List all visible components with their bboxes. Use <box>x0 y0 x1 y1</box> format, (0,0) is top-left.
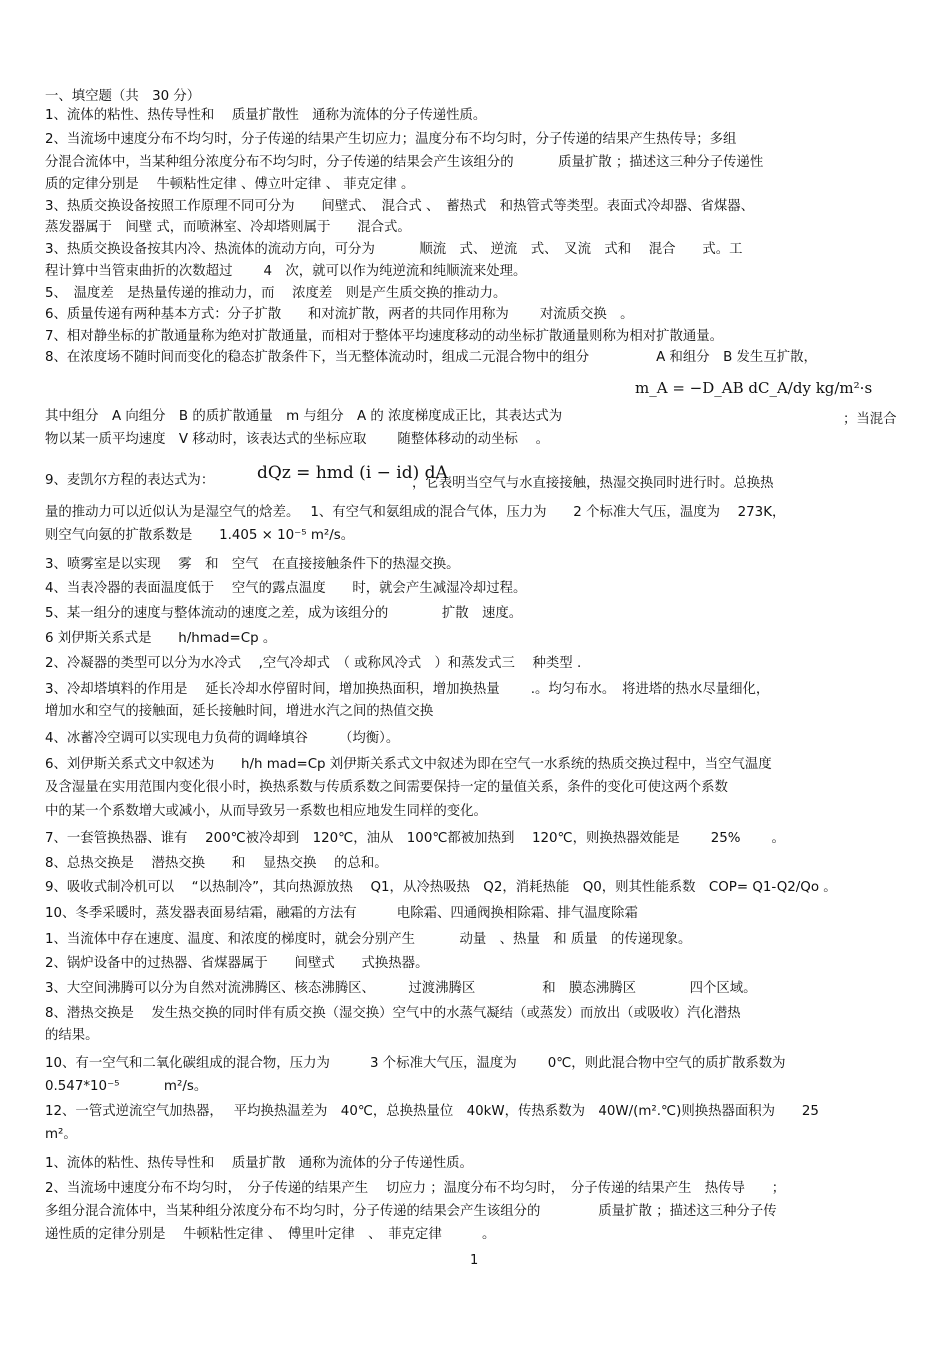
text-line: 5、某一组分的速度与整体流动的速度之差，成为该组分的 扩散 速度。 <box>45 606 523 621</box>
merkel-equation: dQz = hmd (i − id) dA <box>257 463 448 483</box>
text-line: 及含湿量在实用范围内变化很小时，换热系数与传质系数之间需要保持一定的量值关系，条件的变化可使这两个系数 <box>45 780 728 795</box>
text-line: 2、当流场中速度分布不均匀时，分子传递的结果产生切应力；温度分布不均匀时，分子传递的结果产生热传导；多组 <box>45 132 737 147</box>
text-line: 7、一套管换热器、谁有 200℃被冷却到 120℃，油从 100℃都被加热到 120℃，则换热器效能是 25% 。 <box>45 831 785 846</box>
text-line: 1、流体的粘性、热传导性和 质量扩散性 通称为流体的分子传递性质。 <box>45 108 487 123</box>
text-line: 量的推动力可以近似认为是湿空气的焓差。 1、有空气和氨组成的混合气体，压力为 2 个标准大气压，温度为 273K， <box>45 505 786 520</box>
page-number: 1 <box>470 1253 479 1268</box>
text-line: 6、刘伊斯关系式文中叙述为 h/h mad=Cp 刘伊斯关系式文中叙述为即在空气一水系统的热质交换过程中，当空气温度 <box>45 757 772 772</box>
text-line: 的结果。 <box>45 1028 99 1043</box>
text-line: 1、流体的粘性、热传导性和 质量扩散 通称为流体的分子传递性质。 <box>45 1156 473 1171</box>
text-line: 则空气向氨的扩散系数是 1.405 × 10⁻⁵ m²/s。 <box>45 528 355 543</box>
text-line: 质的定律分别是 牛顿粘性定律 、傅立叶定律 、 菲克定律 。 <box>45 177 415 192</box>
text-line: 2、冷凝器的类型可以分为水冷式 ,空气冷却式 （ 或称风冷式 ）和蒸发式三 种类型 . <box>45 656 582 671</box>
text-line: 6 刘伊斯关系式是 h/hmad=Cp 。 <box>45 631 277 646</box>
text-line: 3、热质交换设备按其内冷、热流体的流动方向，可分为 顺流 式、 逆流 式、 叉流 式和 混合 式。工 <box>45 242 743 257</box>
text-line: 9、麦凯尔方程的表达式为： <box>45 473 215 488</box>
text-line: 4、当表冷器的表面温度低于 空气的露点温度 时，就会产生减湿冷却过程。 <box>45 581 527 596</box>
text-line: m²。 <box>45 1127 77 1142</box>
text-line: 5、 温度差 是热量传递的推动力，而 浓度差 则是产生质交换的推动力。 <box>45 286 507 301</box>
text-line: 物以某一质平均速度 V 移动时，该表达式的坐标应取 随整体移动的动坐标 。 <box>45 432 549 447</box>
text-line: 3、大空间沸腾可以分为自然对流沸腾区、核态沸腾区、 过渡沸腾区 和 膜态沸腾区 四个区域。 <box>45 981 757 996</box>
text-line: 8、总热交换是 潜热交换 和 显热交换 的总和。 <box>45 856 388 871</box>
text-line: 8、潜热交换是 发生热交换的同时伴有质交换（湿交换）空气中的水蒸气凝结（或蒸发）而放出（或吸收）汽化潜热 <box>45 1006 741 1021</box>
text-line: 3、冷却塔填料的作用是 延长冷却水停留时间，增加换热面积，增加换热量 .。均匀布水。 将进塔的热水尽量细化， <box>45 682 770 697</box>
text-line: 8、在浓度场不随时间而变化的稳态扩散条件下，当无整体流动时，组成二元混合物中的组分 A 和组分 B 发生互扩散， <box>45 350 817 365</box>
section-heading: 一、填空题（共 30 分） <box>45 89 201 104</box>
text-line: 分混合流体中，当某种组分浓度分布不均匀时，分子传递的结果会产生该组分的 质量扩散 ；描述这三种分子传递性 <box>45 155 764 170</box>
text-line: 递性质的定律分别是 牛顿粘性定律 、 傅里叶定律 、 菲克定律 。 <box>45 1227 496 1242</box>
text-line: 其中组分 A 向组分 B 的质扩散通量 m 与组分 A 的 浓度梯度成正比，其表达式为 <box>45 409 563 424</box>
text-line: 1、当流体中存在速度、温度、和浓度的梯度时，就会分别产生 动量 、热量 和 质量 的传递现象。 <box>45 932 692 947</box>
text-line: 多组分混合流体中，当某种组分浓度分布不均匀时，分子传递的结果会产生该组分的 质量扩散 ；描述这三种分子传 <box>45 1204 777 1219</box>
text-line: 增加水和空气的接触面，延长接触时间，增进水汽之间的热值交换 <box>45 704 434 719</box>
text-line: 2、当流场中速度分布不均匀时， 分子传递的结果产生 切应力 ；温度分布不均匀时， 分子传递的结果产生 热传导 ； <box>45 1181 786 1196</box>
text-line: 10、有一空气和二氧化碳组成的混合物，压力为 3 个标准大气压，温度为 0℃，则此混合物中空气的质扩散系数为 <box>45 1056 786 1071</box>
text-line: 7、相对静坐标的扩散通量称为绝对扩散通量，而相对于整体平均速度移动的动坐标扩散通量则称为相对扩散通量。 <box>45 329 724 344</box>
text-line: 程计算中当管束曲折的次数超过 4 次，就可以作为纯逆流和纯顺流来处理。 <box>45 264 527 279</box>
text-line: 12、一管式逆流空气加热器， 平均换热温差为 40℃，总换热量位 40kW，传热系数为 40W/(m².℃)则换热器面积为 25 <box>45 1104 819 1119</box>
text-line: 4、冰蓄冷空调可以实现电力负荷的调峰填谷 （均衡）。 <box>45 731 400 746</box>
text-line: 蒸发器属于 间壁 式，而喷淋室、冷却塔则属于 混合式。 <box>45 220 411 235</box>
text-line: 3、喷雾室是以实现 雾 和 空气 在直接接触条件下的热湿交换。 <box>45 557 460 572</box>
text-line: 3、热质交换设备按照工作原理不同可分为 间壁式、 混合式 、 蓄热式 和热管式等类型。表面式冷却器、省煤器、 <box>45 199 755 214</box>
text-line: 9、吸收式制冷机可以 “以热制冷”，其向热源放热 Q1，从冷热吸热 Q2，消耗热能 Q0，则其性能系数 COP= Q1-Q2/Qo 。 <box>45 880 837 895</box>
text-line: 10、冬季采暖时，蒸发器表面易结霜，融霜的方法有 电除霜、四通阀换相除霜、排气温度除霜 <box>45 906 638 921</box>
text-line: 2、锅炉设备中的过热器、省煤器属于 间壁式 式换热器。 <box>45 956 429 971</box>
text-line: 6、质量传递有两种基本方式：分子扩散 和对流扩散，两者的共同作用称为 对流质交换 。 <box>45 307 634 322</box>
fick-law-formula: m_A = −D_AB dC_A/dy kg/m²·s <box>635 379 873 397</box>
text-line: 0.547*10⁻⁵ m²/s。 <box>45 1079 208 1094</box>
text-fragment: ，它表明当空气与水直接接触，热湿交换同时进行时。总换热 <box>412 476 774 491</box>
text-fragment: ；当混合 <box>843 412 897 427</box>
text-line: 中的某一个系数增大或减小，从而导致另一系数也相应地发生同样的变化。 <box>45 804 487 819</box>
